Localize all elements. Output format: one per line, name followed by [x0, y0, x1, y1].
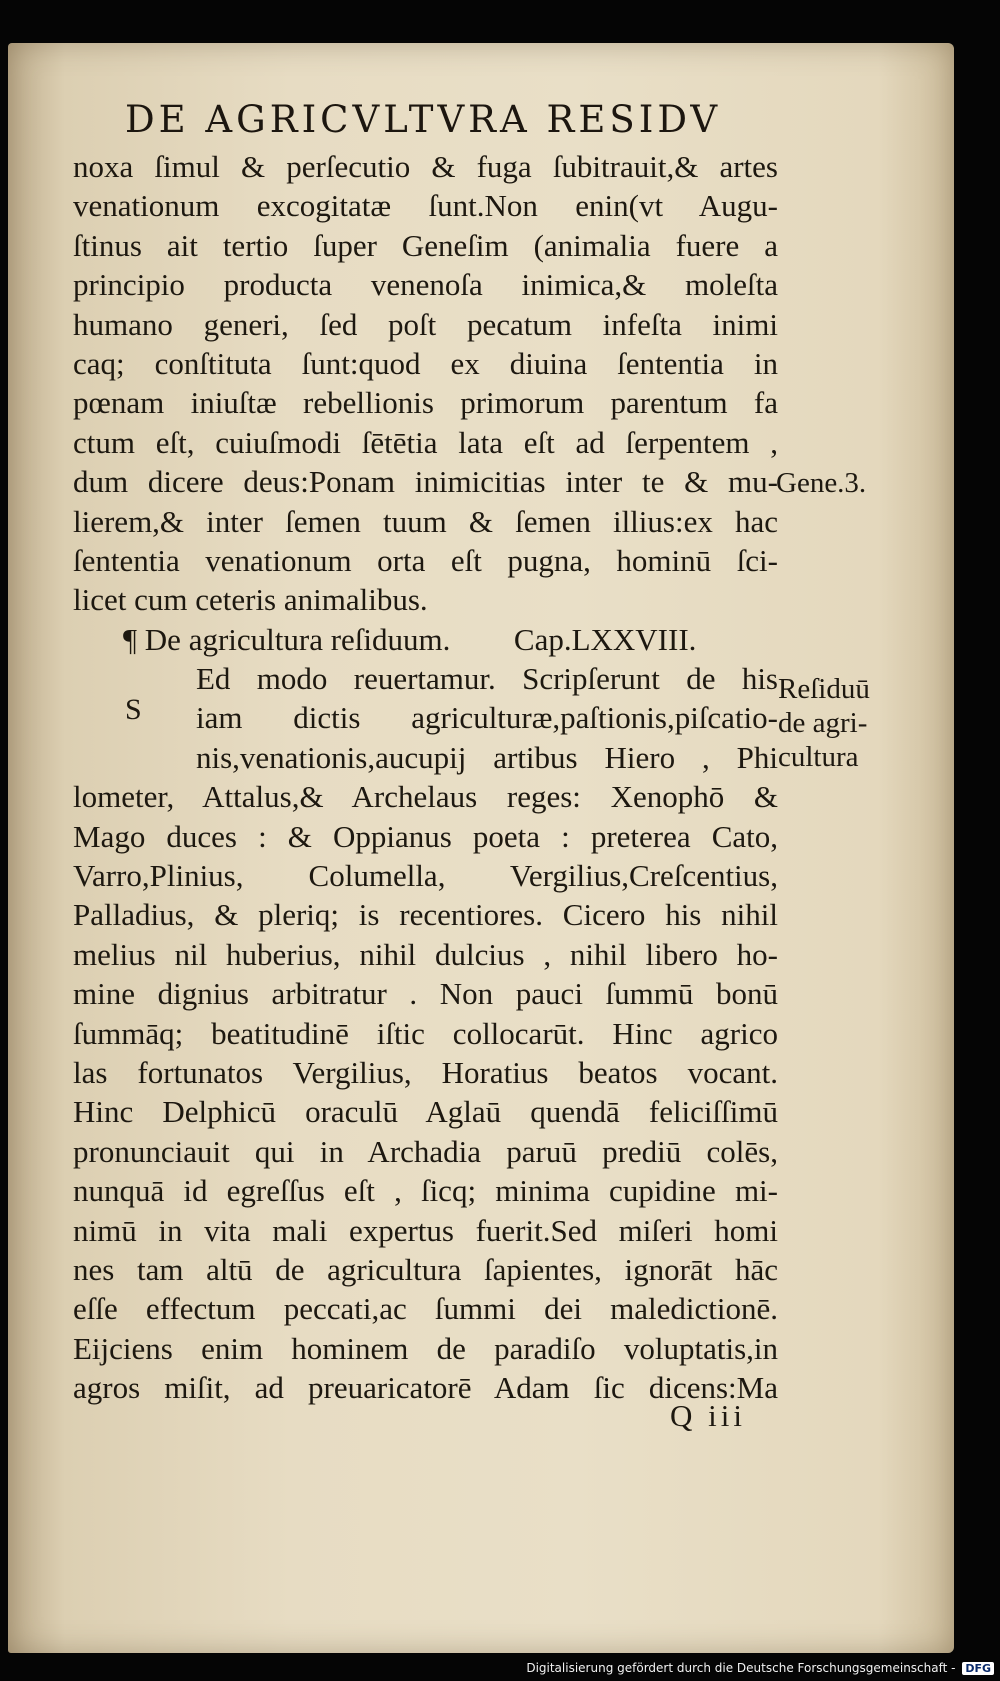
margin-note-line: de agri-	[778, 707, 868, 739]
text-line: Varro,Plinius, Columella, Vergilius,Creſcentius,	[73, 858, 778, 894]
running-head: DE AGRICVLTVRA RESIDV	[125, 98, 722, 141]
text-line: principio producta venenoſa inimica,& moleſta	[73, 267, 778, 303]
body-text	[73, 147, 778, 1408]
text-line: mine dignius arbitratur . Non pauci ſummū bonū	[73, 976, 778, 1012]
text-line: ſtinus ait tertio ſuper Geneſim (animalia fuere a	[73, 227, 778, 263]
text-line: nimū in vita mali expertus fuerit.Sed miſeri homi	[73, 1212, 778, 1248]
text-line: lometer, Attalus,& Archelaus reges: Xenophō &	[73, 779, 778, 815]
text-line: dum dicere deus:Ponam inimicitias inter te & mu-	[73, 464, 778, 500]
text-line: ctum eſt, cuiuſmodi ſētētia lata eſt ad ſerpentem ,	[73, 424, 778, 460]
text-line: Mago duces : & Oppianus poeta : preterea Cato,	[73, 818, 778, 854]
text-line: ſententia venationum orta eſt pugna, hominū ſci-	[73, 542, 778, 578]
drop-letter: S	[125, 693, 142, 726]
section-title: De agricultura reſiduum.	[144, 621, 451, 657]
text-line: noxa ſimul & perſecutio & fuga ſubitrauit,& artes	[73, 149, 778, 184]
text-line: nes tam altū de agricultura ſapientes, ignorāt hāc	[73, 1251, 778, 1287]
text-line: lierem,& inter ſemen tuum & ſemen illius:ex hac	[73, 503, 778, 539]
margin-note-residuum	[778, 672, 870, 774]
digitization-footer	[526, 1661, 994, 1675]
text-line: caq; conſtituta ſunt:quod ex diuina ſententia in	[73, 345, 778, 381]
text-line: pœnam iniuſtæ rebellionis primorum parentum fa	[73, 385, 778, 421]
text-line: Palladius, & pleriq; is recentiores. Cicero his nihil	[73, 897, 778, 933]
text-line: nunquā id egreſſus eſt , ſicq; minima cupidine mi-	[73, 1173, 778, 1209]
margin-note-line: cultura	[778, 741, 859, 773]
text-line: agros miſit, ad preuaricatorē Adam ſic dicens:Ma	[73, 1370, 778, 1406]
text-line: venationum excogitatæ ſunt.Non enin(vt Augu-	[73, 188, 778, 224]
text-line: las fortunatos Vergilius, Horatius beatos vocant.	[73, 1054, 778, 1090]
text-line: licet cum ceteris animalibus.	[73, 582, 428, 618]
footer-text: Digitalisierung gefördert durch die Deutsche Forschungsgemeinschaft -	[526, 1661, 956, 1675]
text-line: iam dictis agriculturæ,paſtionis,piſcatio-	[196, 700, 778, 736]
text-line: pronunciauit qui in Archadia paruū prediū colēs,	[73, 1133, 778, 1169]
text-line: eſſe effectum peccati,ac ſummi dei maledictionē.	[73, 1291, 778, 1327]
text-line: ſummāq; beatitudinē iſtic collocarūt. Hinc agrico	[73, 1015, 778, 1051]
dfg-logo: DFG	[962, 1662, 994, 1675]
margin-note-gene: Gene.3.	[776, 467, 867, 499]
text-line: Ed modo reuertamur. Scripſerunt de his	[196, 661, 778, 697]
pilcrow-mark: ¶	[123, 621, 138, 657]
text-line: Eijciens enim hominem de paradiſo voluptatis,in	[73, 1330, 778, 1366]
signature-mark: Q iii	[670, 1398, 746, 1433]
margin-note-line: Reſiduū	[778, 673, 870, 705]
text-line: melius nil huberius, nihil dulcius , nihil libero ho-	[73, 936, 778, 972]
text-line: humano generi, ſed poſt pecatum infeſta inimi	[73, 306, 778, 342]
text-line: nis,venationis,aucupij artibus Hiero , Phi	[196, 739, 778, 775]
text-line: Hinc Delphicū oraculū Aglaū quendā feliciſſimū	[73, 1094, 778, 1130]
section-heading	[73, 620, 778, 659]
chapter-number: Cap.LXXVIII.	[513, 621, 697, 657]
